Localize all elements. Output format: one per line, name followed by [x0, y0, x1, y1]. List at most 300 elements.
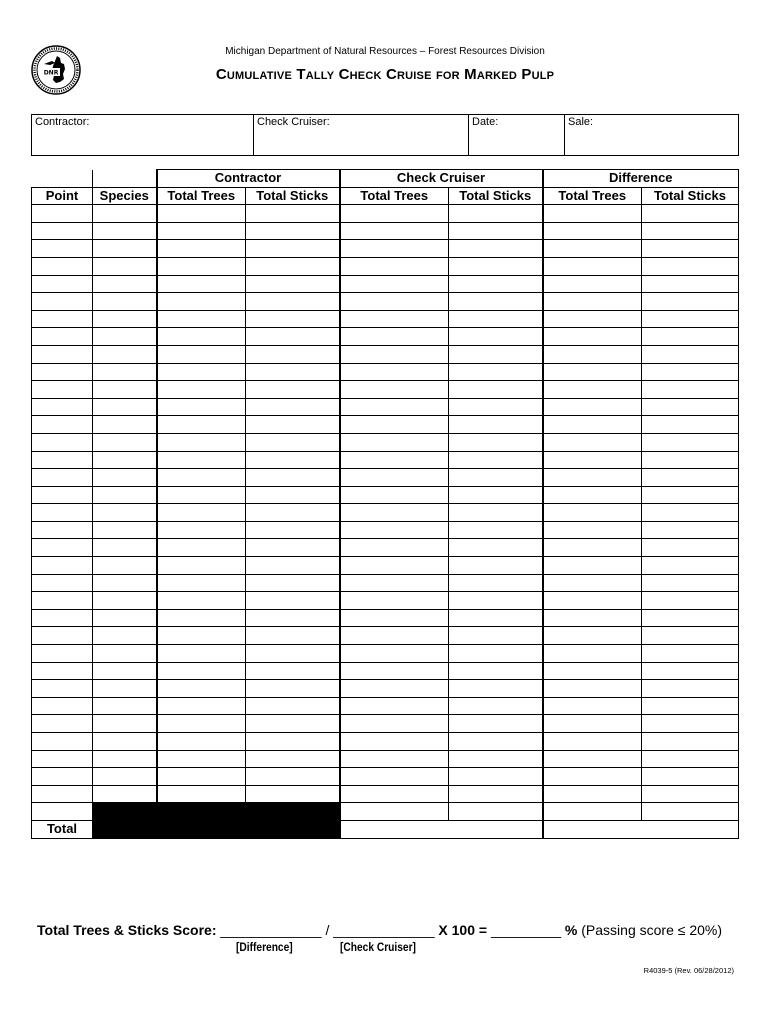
- point-cell[interactable]: [32, 697, 93, 715]
- cruiser-sticks-cell[interactable]: [449, 680, 543, 698]
- difference-sticks-cell[interactable]: [642, 627, 739, 645]
- point-cell[interactable]: [32, 240, 93, 258]
- cruiser-trees-cell[interactable]: [340, 416, 449, 434]
- contractor-sticks-cell[interactable]: [246, 240, 340, 258]
- difference-sticks-cell[interactable]: [642, 680, 739, 698]
- contractor-total-sticks-header: Total Sticks: [246, 187, 340, 205]
- difference-trees-cell[interactable]: [543, 328, 642, 346]
- contractor-sticks-cell[interactable]: [246, 222, 340, 240]
- point-cell[interactable]: [32, 205, 93, 223]
- cruiser-trees-cell[interactable]: [340, 803, 449, 821]
- contractor-sticks-cell[interactable]: [246, 257, 340, 275]
- species-cell[interactable]: [93, 257, 157, 275]
- cruiser-sticks-cell[interactable]: [449, 433, 543, 451]
- difference-trees-cell[interactable]: [543, 521, 642, 539]
- contractor-sticks-cell[interactable]: [246, 627, 340, 645]
- difference-sticks-cell[interactable]: [642, 750, 739, 768]
- cruiser-trees-cell[interactable]: [340, 240, 449, 258]
- contractor-sticks-cell[interactable]: [246, 733, 340, 751]
- cruiser-trees-cell[interactable]: [340, 574, 449, 592]
- difference-sticks-cell[interactable]: [642, 310, 739, 328]
- cruiser-trees-cell[interactable]: [340, 293, 449, 311]
- cruiser-trees-cell[interactable]: [340, 609, 449, 627]
- species-cell[interactable]: [93, 469, 157, 487]
- species-cell[interactable]: [93, 750, 157, 768]
- difference-trees-cell[interactable]: [543, 645, 642, 663]
- cruiser-trees-cell[interactable]: [340, 275, 449, 293]
- species-cell[interactable]: [93, 627, 157, 645]
- cruiser-sticks-cell[interactable]: [449, 592, 543, 610]
- difference-sticks-cell[interactable]: [642, 381, 739, 399]
- cruiser-sticks-cell[interactable]: [449, 257, 543, 275]
- point-cell[interactable]: [32, 521, 93, 539]
- species-cell[interactable]: [93, 609, 157, 627]
- cruiser-trees-cell[interactable]: [340, 750, 449, 768]
- contractor-sticks-cell[interactable]: [246, 433, 340, 451]
- cruiser-trees-cell[interactable]: [340, 486, 449, 504]
- cruiser-sticks-cell[interactable]: [449, 768, 543, 786]
- contractor-sticks-cell[interactable]: [246, 715, 340, 733]
- difference-sticks-cell[interactable]: [642, 539, 739, 557]
- contractor-sticks-cell[interactable]: [246, 381, 340, 399]
- table-row: [32, 750, 739, 768]
- contractor-sticks-cell[interactable]: [246, 697, 340, 715]
- species-cell[interactable]: [93, 803, 157, 821]
- difference-trees-cell[interactable]: [543, 574, 642, 592]
- point-cell[interactable]: [32, 469, 93, 487]
- difference-trees-cell[interactable]: [543, 345, 642, 363]
- point-cell[interactable]: [32, 345, 93, 363]
- difference-sticks-cell[interactable]: [642, 697, 739, 715]
- difference-sticks-cell[interactable]: [642, 363, 739, 381]
- contractor-sticks-cell[interactable]: [246, 680, 340, 698]
- contractor-trees-cell[interactable]: [157, 486, 246, 504]
- cruiser-trees-cell[interactable]: [340, 328, 449, 346]
- table-row: [32, 328, 739, 346]
- check-cruiser-group-header: Check Cruiser: [340, 170, 543, 188]
- cruiser-sticks-cell[interactable]: [449, 328, 543, 346]
- difference-trees-cell[interactable]: [543, 222, 642, 240]
- difference-trees-cell[interactable]: [543, 504, 642, 522]
- cruiser-trees-cell[interactable]: [340, 257, 449, 275]
- contractor-field[interactable]: [32, 115, 254, 155]
- species-cell[interactable]: [93, 205, 157, 223]
- difference-sticks-cell[interactable]: [642, 451, 739, 469]
- difference-trees-cell[interactable]: [543, 486, 642, 504]
- species-cell[interactable]: [93, 398, 157, 416]
- point-cell[interactable]: [32, 557, 93, 575]
- contractor-sticks-cell[interactable]: [246, 609, 340, 627]
- cruiser-trees-cell[interactable]: [340, 662, 449, 680]
- contractor-sticks-cell[interactable]: [246, 645, 340, 663]
- cruiser-sticks-cell[interactable]: [449, 451, 543, 469]
- contractor-trees-cell[interactable]: [157, 275, 246, 293]
- difference-sticks-cell[interactable]: [642, 785, 739, 803]
- contractor-trees-cell[interactable]: [157, 697, 246, 715]
- difference-trees-cell[interactable]: [543, 381, 642, 399]
- difference-sticks-cell[interactable]: [642, 240, 739, 258]
- difference-sticks-cell[interactable]: [642, 557, 739, 575]
- point-cell[interactable]: [32, 451, 93, 469]
- point-cell[interactable]: [32, 662, 93, 680]
- cruiser-sticks-cell[interactable]: [449, 416, 543, 434]
- contractor-sticks-cell[interactable]: [246, 557, 340, 575]
- species-cell[interactable]: [93, 345, 157, 363]
- cruiser-total-cell[interactable]: [340, 820, 543, 838]
- contractor-trees-cell[interactable]: [157, 574, 246, 592]
- species-cell[interactable]: [93, 293, 157, 311]
- date-field[interactable]: [469, 115, 565, 155]
- species-cell[interactable]: [93, 504, 157, 522]
- difference-trees-cell[interactable]: [543, 733, 642, 751]
- contractor-sticks-cell[interactable]: [246, 539, 340, 557]
- species-cell[interactable]: [93, 433, 157, 451]
- point-cell[interactable]: [32, 803, 93, 821]
- cruiser-sticks-cell[interactable]: [449, 205, 543, 223]
- difference-trees-cell[interactable]: [543, 715, 642, 733]
- point-cell[interactable]: [32, 398, 93, 416]
- contractor-sticks-cell[interactable]: [246, 205, 340, 223]
- cruiser-trees-cell[interactable]: [340, 469, 449, 487]
- species-cell[interactable]: [93, 486, 157, 504]
- cruiser-sticks-cell[interactable]: [449, 293, 543, 311]
- difference-trees-cell[interactable]: [543, 398, 642, 416]
- contractor-trees-cell[interactable]: [157, 345, 246, 363]
- difference-sticks-cell[interactable]: [642, 433, 739, 451]
- cruiser-trees-cell[interactable]: [340, 768, 449, 786]
- cruiser-trees-cell[interactable]: [340, 222, 449, 240]
- point-cell[interactable]: [32, 574, 93, 592]
- point-cell[interactable]: [32, 381, 93, 399]
- difference-trees-cell[interactable]: [543, 433, 642, 451]
- contractor-trees-cell[interactable]: [157, 469, 246, 487]
- difference-sticks-cell[interactable]: [642, 768, 739, 786]
- difference-trees-cell[interactable]: [543, 785, 642, 803]
- cruiser-trees-cell[interactable]: [340, 557, 449, 575]
- point-cell[interactable]: [32, 680, 93, 698]
- cruiser-trees-cell[interactable]: [340, 451, 449, 469]
- cruiser-trees-cell[interactable]: [340, 345, 449, 363]
- species-cell[interactable]: [93, 680, 157, 698]
- contractor-trees-cell[interactable]: [157, 785, 246, 803]
- difference-sticks-cell[interactable]: [642, 205, 739, 223]
- contractor-trees-cell[interactable]: [157, 398, 246, 416]
- cruiser-trees-cell[interactable]: [340, 433, 449, 451]
- contractor-trees-cell[interactable]: [157, 733, 246, 751]
- cruiser-sticks-cell[interactable]: [449, 222, 543, 240]
- difference-sticks-cell[interactable]: [642, 715, 739, 733]
- difference-sticks-cell[interactable]: [642, 345, 739, 363]
- cruiser-trees-cell[interactable]: [340, 715, 449, 733]
- difference-trees-cell[interactable]: [543, 310, 642, 328]
- cruiser-trees-cell[interactable]: [340, 205, 449, 223]
- cruiser-trees-cell[interactable]: [340, 504, 449, 522]
- cruiser-sticks-cell[interactable]: [449, 785, 543, 803]
- cruiser-sticks-cell[interactable]: [449, 557, 543, 575]
- point-cell[interactable]: [32, 275, 93, 293]
- difference-trees-cell[interactable]: [543, 205, 642, 223]
- species-cell[interactable]: [93, 645, 157, 663]
- contractor-trees-cell[interactable]: [157, 205, 246, 223]
- cruiser-trees-cell[interactable]: [340, 310, 449, 328]
- contractor-trees-cell[interactable]: [157, 592, 246, 610]
- difference-sticks-cell[interactable]: [642, 574, 739, 592]
- species-cell[interactable]: [93, 363, 157, 381]
- contractor-sticks-cell[interactable]: [246, 785, 340, 803]
- contractor-sticks-cell[interactable]: [246, 662, 340, 680]
- species-cell[interactable]: [93, 310, 157, 328]
- difference-sticks-cell[interactable]: [642, 398, 739, 416]
- point-cell[interactable]: [32, 609, 93, 627]
- check-cruiser-blank[interactable]: _____________: [333, 922, 435, 938]
- cruiser-sticks-cell[interactable]: [449, 363, 543, 381]
- cruiser-sticks-cell[interactable]: [449, 733, 543, 751]
- contractor-trees-cell[interactable]: [157, 557, 246, 575]
- cruiser-sticks-cell[interactable]: [449, 275, 543, 293]
- contractor-trees-cell[interactable]: [157, 293, 246, 311]
- difference-sticks-cell[interactable]: [642, 803, 739, 821]
- species-cell[interactable]: [93, 451, 157, 469]
- contractor-sticks-cell[interactable]: [246, 592, 340, 610]
- point-cell[interactable]: [32, 645, 93, 663]
- difference-trees-cell[interactable]: [543, 451, 642, 469]
- species-cell[interactable]: [93, 240, 157, 258]
- cruiser-sticks-cell[interactable]: [449, 381, 543, 399]
- cruiser-sticks-cell[interactable]: [449, 521, 543, 539]
- cruiser-trees-cell[interactable]: [340, 592, 449, 610]
- cruiser-trees-cell[interactable]: [340, 645, 449, 663]
- point-cell[interactable]: [32, 592, 93, 610]
- cruiser-sticks-cell[interactable]: [449, 609, 543, 627]
- point-cell[interactable]: [32, 733, 93, 751]
- difference-trees-cell[interactable]: [543, 293, 642, 311]
- difference-trees-cell[interactable]: [543, 469, 642, 487]
- difference-trees-cell[interactable]: [543, 750, 642, 768]
- cruiser-sticks-cell[interactable]: [449, 310, 543, 328]
- species-cell[interactable]: [93, 697, 157, 715]
- cruiser-trees-cell[interactable]: [340, 697, 449, 715]
- cruiser-sticks-cell[interactable]: [449, 803, 543, 821]
- species-cell[interactable]: [93, 715, 157, 733]
- date-label: Date:: [472, 116, 499, 128]
- species-cell[interactable]: [93, 539, 157, 557]
- cruiser-trees-cell[interactable]: [340, 627, 449, 645]
- contractor-sticks-cell[interactable]: [246, 469, 340, 487]
- difference-trees-cell[interactable]: [543, 416, 642, 434]
- contractor-trees-cell[interactable]: [157, 627, 246, 645]
- contractor-sticks-cell[interactable]: [246, 345, 340, 363]
- species-cell[interactable]: [93, 521, 157, 539]
- contractor-trees-cell[interactable]: [157, 222, 246, 240]
- point-cell[interactable]: [32, 504, 93, 522]
- species-cell[interactable]: [93, 222, 157, 240]
- difference-trees-cell[interactable]: [543, 768, 642, 786]
- species-cell[interactable]: [93, 768, 157, 786]
- contractor-sticks-cell[interactable]: [246, 803, 340, 821]
- point-cell[interactable]: [32, 486, 93, 504]
- difference-total-cell[interactable]: [543, 820, 739, 838]
- contractor-trees-cell[interactable]: [157, 521, 246, 539]
- point-cell[interactable]: [32, 433, 93, 451]
- contractor-sticks-cell[interactable]: [246, 398, 340, 416]
- cruiser-trees-cell[interactable]: [340, 785, 449, 803]
- score-result-blank[interactable]: _________: [490, 922, 562, 938]
- species-cell[interactable]: [93, 574, 157, 592]
- difference-trees-cell[interactable]: [543, 803, 642, 821]
- cruiser-sticks-cell[interactable]: [449, 345, 543, 363]
- contractor-trees-cell[interactable]: [157, 539, 246, 557]
- difference-trees-cell[interactable]: [543, 557, 642, 575]
- difference-sticks-cell[interactable]: [642, 469, 739, 487]
- point-cell[interactable]: [32, 328, 93, 346]
- difference-blank[interactable]: _____________: [220, 922, 322, 938]
- point-cell[interactable]: [32, 416, 93, 434]
- contractor-trees-cell[interactable]: [157, 768, 246, 786]
- contractor-sticks-cell[interactable]: [246, 363, 340, 381]
- difference-trees-cell[interactable]: [543, 363, 642, 381]
- cruiser-sticks-cell[interactable]: [449, 697, 543, 715]
- cruiser-trees-cell[interactable]: [340, 363, 449, 381]
- difference-sticks-cell[interactable]: [642, 275, 739, 293]
- point-cell[interactable]: [32, 363, 93, 381]
- sale-field[interactable]: [565, 115, 738, 155]
- difference-trees-cell[interactable]: [543, 627, 642, 645]
- contractor-sticks-cell[interactable]: [246, 750, 340, 768]
- cruiser-trees-cell[interactable]: [340, 398, 449, 416]
- contractor-trees-cell[interactable]: [157, 310, 246, 328]
- difference-trees-cell[interactable]: [543, 592, 642, 610]
- difference-sticks-cell[interactable]: [642, 609, 739, 627]
- species-cell[interactable]: [93, 557, 157, 575]
- point-cell[interactable]: [32, 768, 93, 786]
- species-cell[interactable]: [93, 381, 157, 399]
- table-row: [32, 345, 739, 363]
- difference-sticks-cell[interactable]: [642, 645, 739, 663]
- difference-trees-cell[interactable]: [543, 275, 642, 293]
- contractor-sticks-cell[interactable]: [246, 504, 340, 522]
- contractor-sticks-cell[interactable]: [246, 451, 340, 469]
- difference-sticks-cell[interactable]: [642, 293, 739, 311]
- point-cell[interactable]: [32, 310, 93, 328]
- difference-trees-cell[interactable]: [543, 257, 642, 275]
- cruiser-sticks-cell[interactable]: [449, 240, 543, 258]
- species-cell[interactable]: [93, 328, 157, 346]
- cruiser-sticks-cell[interactable]: [449, 715, 543, 733]
- point-cell[interactable]: [32, 785, 93, 803]
- cruiser-trees-cell[interactable]: [340, 521, 449, 539]
- contractor-trees-cell[interactable]: [157, 504, 246, 522]
- difference-trees-cell[interactable]: [543, 609, 642, 627]
- species-cell[interactable]: [93, 592, 157, 610]
- difference-sticks-cell[interactable]: [642, 592, 739, 610]
- contractor-trees-cell[interactable]: [157, 680, 246, 698]
- difference-total-trees-header: Total Trees: [543, 187, 642, 205]
- cruiser-trees-cell[interactable]: [340, 733, 449, 751]
- difference-sticks-cell[interactable]: [642, 328, 739, 346]
- difference-sticks-cell[interactable]: [642, 733, 739, 751]
- species-cell[interactable]: [93, 733, 157, 751]
- point-cell[interactable]: [32, 627, 93, 645]
- table-row: [32, 715, 739, 733]
- contractor-trees-cell[interactable]: [157, 803, 246, 821]
- contractor-sticks-cell[interactable]: [246, 486, 340, 504]
- difference-trees-cell[interactable]: [543, 697, 642, 715]
- contractor-sticks-cell[interactable]: [246, 328, 340, 346]
- contractor-trees-cell[interactable]: [157, 715, 246, 733]
- point-cell[interactable]: [32, 222, 93, 240]
- species-cell[interactable]: [93, 785, 157, 803]
- table-row: [32, 363, 739, 381]
- table-row: [32, 680, 739, 698]
- species-cell[interactable]: [93, 416, 157, 434]
- cruiser-sticks-cell[interactable]: [449, 398, 543, 416]
- cruiser-trees-cell[interactable]: [340, 539, 449, 557]
- cruiser-trees-cell[interactable]: [340, 381, 449, 399]
- difference-sticks-cell[interactable]: [642, 222, 739, 240]
- contractor-trees-cell[interactable]: [157, 363, 246, 381]
- difference-sticks-cell[interactable]: [642, 416, 739, 434]
- contractor-trees-cell[interactable]: [157, 609, 246, 627]
- point-cell[interactable]: [32, 715, 93, 733]
- cruiser-sticks-cell[interactable]: [449, 662, 543, 680]
- difference-sticks-cell[interactable]: [642, 504, 739, 522]
- contractor-sticks-cell[interactable]: [246, 293, 340, 311]
- cruiser-sticks-cell[interactable]: [449, 574, 543, 592]
- difference-trees-cell[interactable]: [543, 240, 642, 258]
- contractor-trees-cell[interactable]: [157, 750, 246, 768]
- cruiser-sticks-cell[interactable]: [449, 645, 543, 663]
- point-cell[interactable]: [32, 257, 93, 275]
- cruiser-sticks-cell[interactable]: [449, 539, 543, 557]
- contractor-sticks-cell[interactable]: [246, 310, 340, 328]
- cruiser-sticks-cell[interactable]: [449, 750, 543, 768]
- difference-trees-cell[interactable]: [543, 539, 642, 557]
- cruiser-sticks-cell[interactable]: [449, 486, 543, 504]
- score-label: Total Trees & Sticks Score:: [37, 922, 217, 938]
- contractor-sticks-cell[interactable]: [246, 574, 340, 592]
- difference-sticks-cell[interactable]: [642, 257, 739, 275]
- contractor-trees-cell[interactable]: [157, 645, 246, 663]
- contractor-trees-cell[interactable]: [157, 433, 246, 451]
- contractor-sticks-cell[interactable]: [246, 521, 340, 539]
- contractor-trees-cell[interactable]: [157, 240, 246, 258]
- contractor-trees-cell[interactable]: [157, 451, 246, 469]
- contractor-trees-cell[interactable]: [157, 662, 246, 680]
- contractor-sticks-cell[interactable]: [246, 416, 340, 434]
- contractor-trees-cell[interactable]: [157, 381, 246, 399]
- difference-trees-cell[interactable]: [543, 662, 642, 680]
- contractor-sticks-cell[interactable]: [246, 768, 340, 786]
- contractor-sticks-cell[interactable]: [246, 275, 340, 293]
- difference-sticks-cell[interactable]: [642, 521, 739, 539]
- point-cell[interactable]: [32, 539, 93, 557]
- contractor-trees-cell[interactable]: [157, 257, 246, 275]
- cruiser-sticks-cell[interactable]: [449, 469, 543, 487]
- species-cell[interactable]: [93, 662, 157, 680]
- cruiser-trees-cell[interactable]: [340, 680, 449, 698]
- point-cell[interactable]: [32, 750, 93, 768]
- species-cell[interactable]: [93, 275, 157, 293]
- contractor-trees-cell[interactable]: [157, 328, 246, 346]
- point-cell[interactable]: [32, 293, 93, 311]
- difference-sticks-cell[interactable]: [642, 662, 739, 680]
- check-cruiser-field[interactable]: [254, 115, 469, 155]
- cruiser-sticks-cell[interactable]: [449, 504, 543, 522]
- cruiser-sticks-cell[interactable]: [449, 627, 543, 645]
- difference-sticks-cell[interactable]: [642, 486, 739, 504]
- contractor-trees-cell[interactable]: [157, 416, 246, 434]
- difference-trees-cell[interactable]: [543, 680, 642, 698]
